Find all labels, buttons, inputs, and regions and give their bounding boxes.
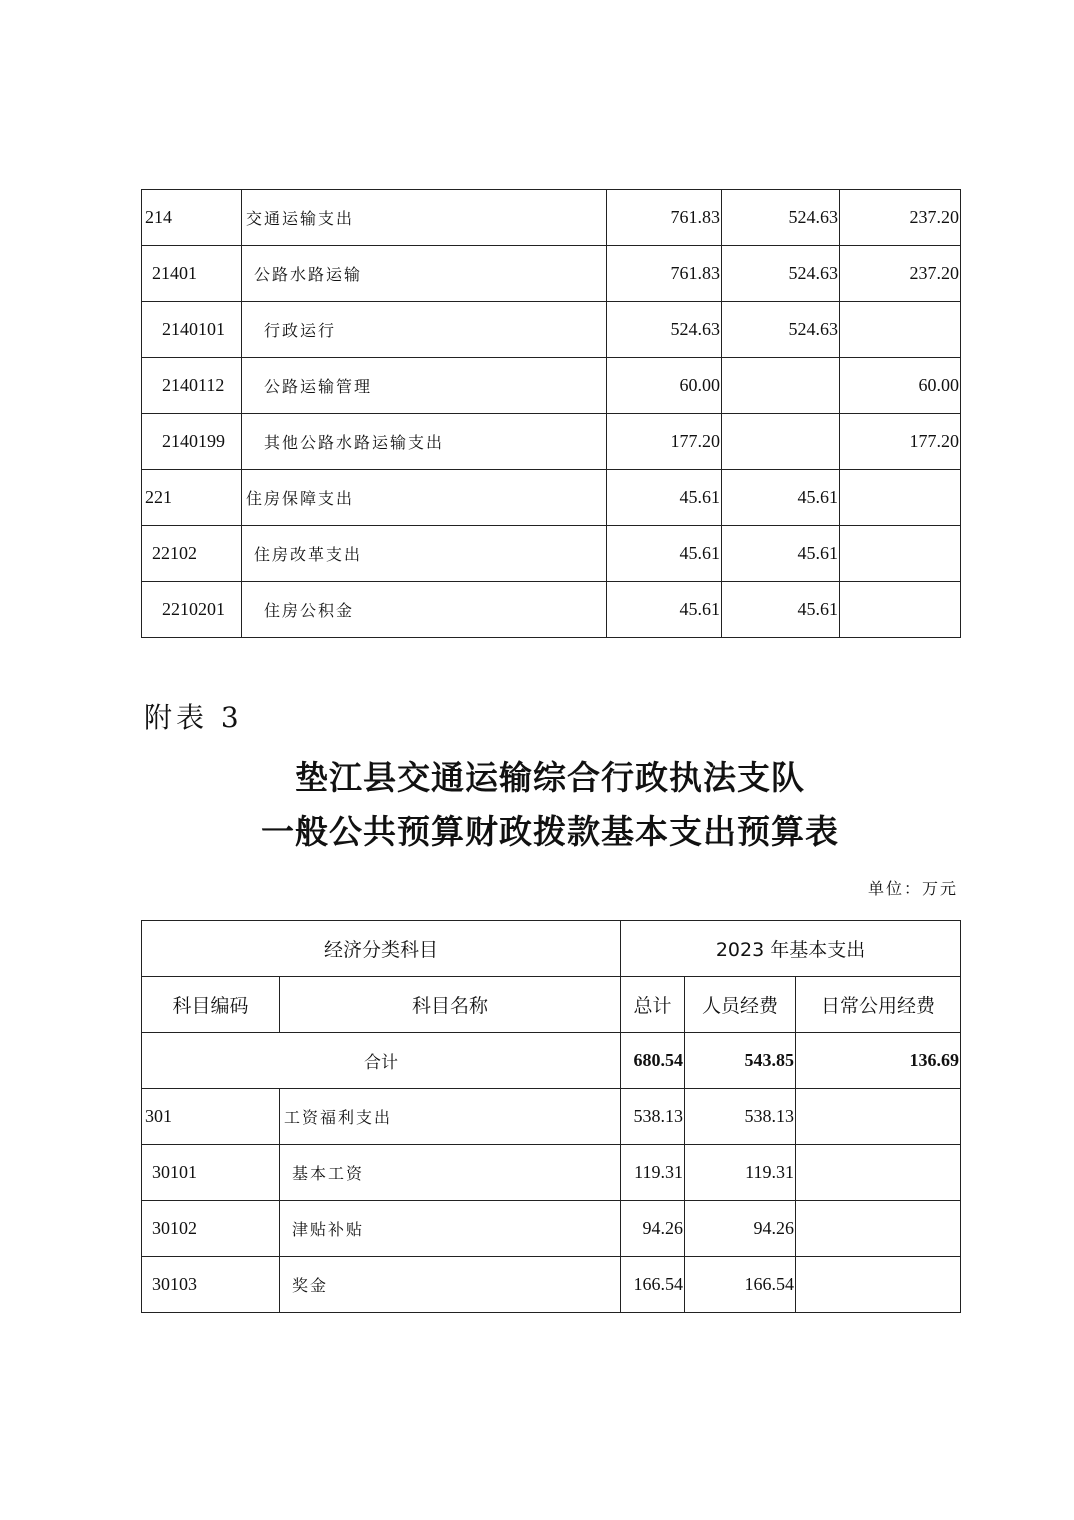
table-row [142, 470, 961, 526]
row-code: 30103 [142, 1257, 280, 1313]
row-personnel: 166.54 [685, 1257, 796, 1313]
row-code: 301 [142, 1089, 280, 1145]
row-basic: 524.63 [722, 190, 840, 246]
row-public [796, 1257, 961, 1313]
row-basic: 45.61 [722, 470, 840, 526]
row-total: 45.61 [607, 470, 722, 526]
header-year-basic-expenditure: 2023 年基本支出 [621, 921, 961, 977]
row-personnel: 538.13 [685, 1089, 796, 1145]
table-row [142, 1089, 961, 1145]
row-code: 21401 [142, 246, 242, 302]
row-total: 45.61 [607, 526, 722, 582]
unit-label: 单位：万元 [867, 879, 958, 898]
row-name: 其他公路水路运输支出 [242, 414, 607, 470]
table-row [142, 582, 961, 638]
table-row [142, 1145, 961, 1201]
total-public-value: 136.69 [796, 1033, 961, 1089]
row-code: 2140199 [142, 414, 242, 470]
basic-expenditure-table-body [142, 921, 961, 1313]
row-basic: 524.63 [722, 246, 840, 302]
row-name: 工资福利支出 [280, 1089, 621, 1145]
total-label: 合计 [142, 1033, 621, 1089]
row-project [840, 526, 961, 582]
row-total: 94.26 [621, 1201, 685, 1257]
row-public [796, 1201, 961, 1257]
row-name: 住房公积金 [242, 582, 607, 638]
row-name: 津贴补贴 [280, 1201, 621, 1257]
row-basic: 45.61 [722, 582, 840, 638]
basic-expenditure-table [141, 920, 961, 1313]
table-row [142, 1257, 961, 1313]
header-economic-classification: 经济分类科目 [142, 921, 621, 977]
total-personnel-value: 543.85 [685, 1033, 796, 1089]
row-name: 基本工资 [280, 1145, 621, 1201]
total-value: 680.54 [621, 1033, 685, 1089]
row-code: 22102 [142, 526, 242, 582]
row-total: 177.20 [607, 414, 722, 470]
row-name: 行政运行 [242, 302, 607, 358]
row-total: 524.63 [607, 302, 722, 358]
row-code: 30101 [142, 1145, 280, 1201]
row-project [840, 582, 961, 638]
row-personnel: 119.31 [685, 1145, 796, 1201]
row-name: 住房保障支出 [242, 470, 607, 526]
row-total: 761.83 [607, 246, 722, 302]
row-total: 761.83 [607, 190, 722, 246]
total-row [142, 1033, 961, 1089]
header-subject-code: 科目编码 [142, 977, 280, 1033]
row-personnel: 94.26 [685, 1201, 796, 1257]
page-title-line1: 垫江县交通运输综合行政执法支队 [295, 758, 805, 797]
row-public [796, 1145, 961, 1201]
row-project [840, 302, 961, 358]
row-project [840, 470, 961, 526]
row-basic: 524.63 [722, 302, 840, 358]
table-row [142, 190, 961, 246]
row-public [796, 1089, 961, 1145]
functional-expenditure-table-body [142, 190, 961, 638]
row-code: 2140112 [142, 358, 242, 414]
header-public: 日常公用经费 [796, 977, 961, 1033]
table-row [142, 358, 961, 414]
row-basic [722, 414, 840, 470]
annex-label: 附表 3 [144, 701, 243, 734]
table-header-row [142, 977, 961, 1033]
row-code: 30102 [142, 1201, 280, 1257]
row-code: 2140101 [142, 302, 242, 358]
table-header-group-row [142, 921, 961, 977]
table-row [142, 246, 961, 302]
row-total: 60.00 [607, 358, 722, 414]
row-project: 177.20 [840, 414, 961, 470]
row-name: 奖金 [280, 1257, 621, 1313]
header-subject-name: 科目名称 [280, 977, 621, 1033]
functional-expenditure-table [141, 189, 961, 638]
row-total: 45.61 [607, 582, 722, 638]
header-total: 总计 [621, 977, 685, 1033]
row-project: 60.00 [840, 358, 961, 414]
row-total: 538.13 [621, 1089, 685, 1145]
table-row [142, 1201, 961, 1257]
row-name: 公路运输管理 [242, 358, 607, 414]
row-name: 住房改革支出 [242, 526, 607, 582]
row-project: 237.20 [840, 246, 961, 302]
page-title-line2: 一般公共预算财政拨款基本支出预算表 [261, 812, 839, 851]
row-basic [722, 358, 840, 414]
header-personnel: 人员经费 [685, 977, 796, 1033]
table-row [142, 302, 961, 358]
row-code: 214 [142, 190, 242, 246]
row-basic: 45.61 [722, 526, 840, 582]
row-name: 交通运输支出 [242, 190, 607, 246]
row-project: 237.20 [840, 190, 961, 246]
row-total: 166.54 [621, 1257, 685, 1313]
table-row [142, 526, 961, 582]
row-code: 2210201 [142, 582, 242, 638]
row-total: 119.31 [621, 1145, 685, 1201]
row-name: 公路水路运输 [242, 246, 607, 302]
row-code: 221 [142, 470, 242, 526]
table-row [142, 414, 961, 470]
